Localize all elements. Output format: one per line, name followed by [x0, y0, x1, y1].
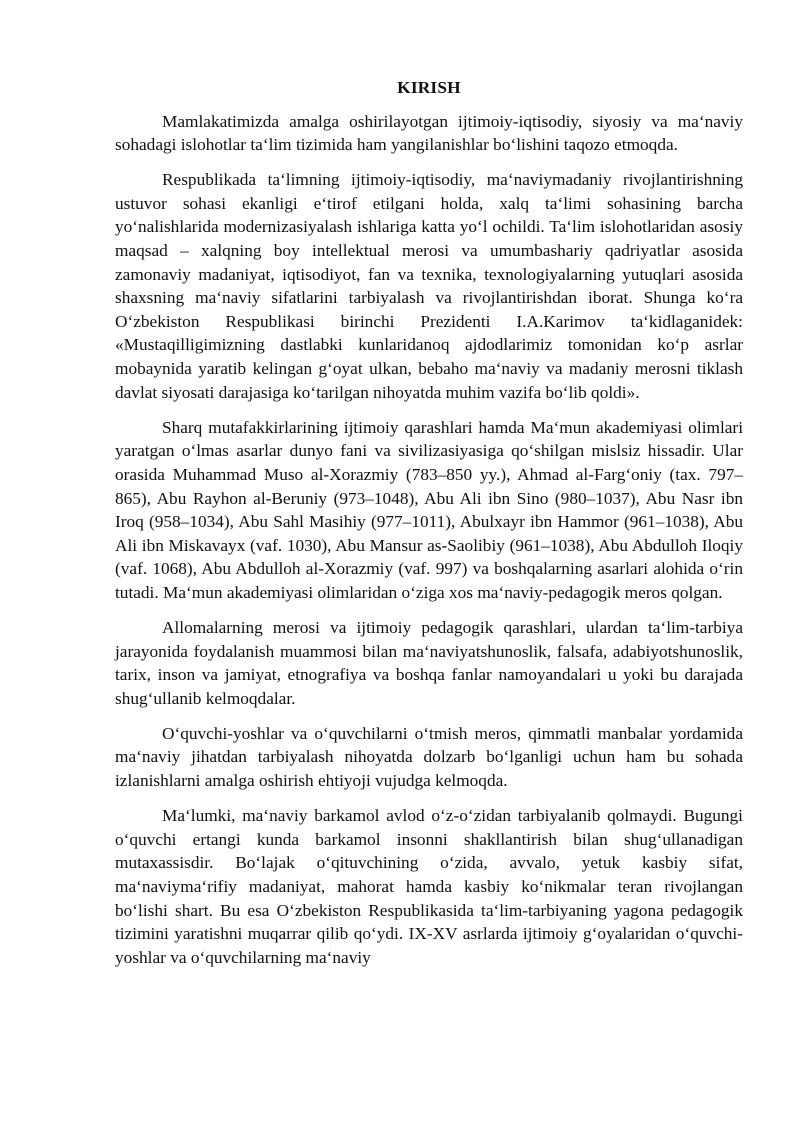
paragraph-6: Ma‘lumki, ma‘naviy barkamol avlod o‘z-o‘zidan tarbiyalanib qolmaydi. Bugungi o‘quvchi ertangi kunda barkamol insonni shakllantirish bilan shug‘ullanadigan mutaxassisdir. Bo‘lajak o‘qituvchining o‘zida, avvalo, yetuk kasbiy sifat, ma‘naviyma‘rifiy madaniyat, mahorat hamda kasbiy ko‘nikmalar teran rivojlangan bo‘lishi shart. Bu esa O‘zbekiston Respublikasida ta‘lim-tarbiyaning yagona pedagogik tizimini yaratishni muqarrar qilib qo‘ydi. IX-XV asrlarda ijtimoiy g‘oyalaridan o‘quvchi-yoshlar va o‘quvchilarning ma‘naviy — [115, 806, 743, 967]
paragraph-1: Mamlakatimizda amalga oshirilayotgan ijtimoiy-iqtisodiy, siyosiy va ma‘naviy sohadagi islohotlar ta‘lim tizimida ham yangilanishlar bo‘lishini taqozo etmoqda. — [115, 111, 743, 155]
paragraph-4: Allomalarning merosi va ijtimoiy pedagogik qarashlari, ulardan ta‘lim-tarbiya jarayonida foydalanish muammosi bilan ma‘naviyatshunoslik, falsafa, adabiyotshunoslik, tarix, inson va jamiyat, etnografiya va boshqa fanlar namoyandalari u yoki bu darajada shug‘ullanib kelmoqdalar. — [115, 617, 743, 708]
paragraph-2: Respublikada ta‘limning ijtimoiy-iqtisodiy, ma‘naviymadaniy rivojlantirishning ustuvor sohasi ekanligi e‘tirof etilgani holda, xalq ta‘limi sohasining barcha yo‘nalishlarida modernizasiyalash ishlariga katta yo‘l ochildi. Ta‘lim islohotlaridan asosiy maqsad – xalqning boy intellektual merosi va umumbashariy qadriyatlar asosida zamonaviy madaniyat, iqtisodiyot, fan va texnika, texnologiyalarning yutuqlari asosida shaxsning ma‘naviy sifatlarini tarbiyalash va rivojlantirishdan iborat. Shunga ko‘ra O‘zbekiston Respublikasi birinchi Prezidenti I.A.Karimov ta‘kidlaganidek: «Mustaqilligimizning dastlabki kunlaridanoq ajdodlarimiz tomonidan ko‘p asrlar mobaynida yaratib kelingan g‘oyat ulkan, bebaho ma‘naviy va madaniy merosni tiklash davlat siyosati darajasiga ko‘tarilgan nihoyatda muhim vazifa bo‘lib qoldi». — [115, 170, 743, 402]
paragraph-3: Sharq mutafakkirlarining ijtimoiy qarashlari hamda Ma‘mun akademiyasi olimlari yaratgan o‘lmas asarlar dunyo fani va sivilizasiyasiga qo‘shilgan mislsiz hissadir. Ular orasida Muhammad Muso al-Xorazmiy (783–850 yy.), Ahmad al-Farg‘oniy (tax. 797– 865), Abu Rayhon al-Beruniy (973–1048), Abu Ali ibn Sino (980–1037), Abu Nasr ibn Iroq (958–1034), Abu Sahl Masihiy (977–1011), Abulxayr ibn Hammor (961–1038), Abu Ali ibn Miskavayx (vaf. 1030), Abu Mansur as-Saolibiy (961–1038), Abu Abdulloh Iloqiy (vaf. 1068), Abu Abdulloh al-Xorazmiy (vaf. 997) va boshqalarning asarlari alohida o‘rin tutadi. Ma‘mun akademiyasi olimlaridan o‘ziga xos ma‘naviy-pedagogik meros qolgan. — [115, 417, 743, 602]
paragraph-5: O‘quvchi-yoshlar va o‘quvchilarni o‘tmish meros, qimmatli manbalar yordamida ma‘naviy jihatdan tarbiyalash nihoyatda dolzarb bo‘lganligi uchun ham bu sohada izlanishlarni amalga oshirish ehtiyoji vujudga kelmoqda. — [115, 723, 743, 791]
page-title: KIRISH — [397, 78, 461, 97]
